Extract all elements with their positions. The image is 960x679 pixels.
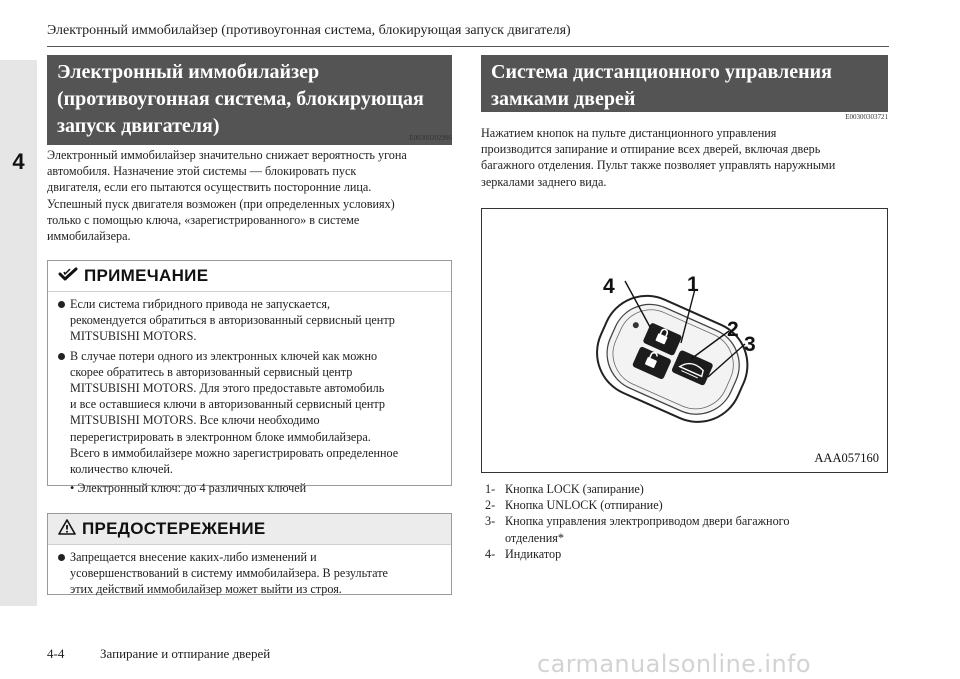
text-line: Успешный пуск двигателя возможен (при определенных условиях) (47, 196, 395, 211)
text-line: Всего в иммобилайзере можно зарегистрировать определенное (70, 445, 399, 460)
legend-text: отделения* (505, 530, 564, 545)
legend-text: Кнопка управления электроприводом двери багажного (505, 514, 790, 529)
text-line: Электронный иммобилайзер значительно снижает вероятность угона (47, 148, 407, 162)
text-line: рекомендуется обратиться в авторизованный сервисный центр (70, 313, 395, 328)
text-line: MITSUBISHI MOTORS. (70, 329, 197, 344)
callout-label: 1 (687, 273, 699, 296)
text-line: усовершенствований в систему иммобилайзера. В результате (70, 566, 388, 581)
figure-code: AAA057160 (814, 451, 879, 465)
immobilizer-section-heading (47, 55, 452, 145)
text-line: зеркалами заднего вида. (481, 174, 607, 189)
warning-header (48, 514, 451, 544)
running-header: Электронный иммобилайзер (противоугонная система, блокирующая запуск двигателя) (47, 23, 571, 38)
heading-line: запуск двигателя) (57, 115, 220, 137)
text-line: только с помощью ключа, «зарегистрированного» в системе (47, 212, 360, 227)
legend-number: 4- (485, 546, 496, 561)
legend-number: 2- (485, 498, 496, 513)
footer-chapter-title: Запирание и отпирание дверей (100, 646, 271, 661)
legend-item (485, 481, 885, 497)
text-line: производится запирание и отпирание всех дверей, включая дверь (481, 142, 821, 157)
legend-item (485, 513, 885, 545)
warning-box (47, 513, 452, 595)
text-line: автомобиля. Назначение этой системы — блокировать пуск (47, 164, 357, 179)
heading-line: (противоугонная система, блокирующая (57, 88, 424, 110)
text-line: скорее обратитесь в авторизованный сервисный центр (70, 364, 353, 379)
chapter-tab: 4 (12, 149, 25, 174)
callout-label: 3 (744, 333, 756, 356)
text-line: и все оставшиеся ключи в авторизованный сервисный центр (70, 397, 385, 412)
text-line: В случае потери одного из электронных ключей как можно (70, 348, 378, 363)
text-line: Запрещается внесение каких-либо изменений и (70, 550, 317, 564)
heading-line: Электронный иммобилайзер (57, 61, 320, 83)
warning-body (48, 544, 451, 605)
page-number: 4-4 (47, 646, 65, 661)
legend-item (485, 497, 885, 513)
text-line: перерегистрировать в электронном блоке иммобилайзера. (70, 429, 371, 444)
legend-number: 1- (485, 482, 496, 496)
note-title: ПРИМЕЧАНИЕ (84, 266, 209, 285)
checkmark-icon (58, 267, 78, 286)
text-line: двигателя, если его пытаются осуществить посторонние лица. (47, 180, 372, 195)
watermark: carmanualsonline.info (537, 650, 811, 678)
text-line: багажного отделения. Пульт также позволяет управлять наружными (481, 158, 836, 173)
section-code: E00300202996 (409, 134, 452, 142)
immobilizer-description (47, 147, 457, 244)
remote-key-figure (481, 208, 888, 473)
note-item (58, 296, 443, 345)
remote-control-section-heading (481, 55, 888, 112)
callout-label: 4 (603, 275, 615, 298)
remote-control-description (481, 125, 891, 190)
note-body (48, 291, 451, 500)
text-line: MITSUBISHI MOTORS. Для этого предоставьте автомобиль (70, 381, 385, 396)
figure-legend (485, 481, 885, 562)
text-line: иммобилайзера. (47, 229, 131, 244)
note-header (48, 261, 451, 291)
legend-text: Кнопка LOCK (запирание) (505, 482, 644, 496)
note-box (47, 260, 452, 496)
text-line: количество ключей. (70, 462, 173, 477)
header-divider (47, 46, 889, 47)
heading-line: замками дверей (491, 88, 636, 110)
warning-title: ПРЕДОСТЕРЕЖЕНИЕ (82, 519, 266, 538)
callout-label: 2 (727, 318, 739, 341)
text-line: Нажатием кнопок на пульте дистанционного управления (481, 126, 777, 140)
warning-item (58, 549, 443, 598)
note-sub-item: • Электронный ключ: до 4 различных ключей (70, 481, 307, 496)
text-line: Если система гибридного привода не запускается, (70, 297, 331, 311)
chapter-side-strip (0, 60, 37, 606)
text-line: MITSUBISHI MOTORS. Все ключи необходимо (70, 413, 320, 428)
remote-key-illustration (482, 209, 886, 471)
section-code: E00300303721 (845, 113, 888, 121)
note-item (58, 348, 443, 478)
legend-item (485, 546, 885, 562)
heading-line: Система дистанционного управления (491, 61, 832, 83)
legend-number: 3- (485, 514, 496, 529)
text-line: этих действий иммобилайзер может выйти из строя. (70, 582, 342, 597)
warning-triangle-icon (58, 519, 76, 540)
legend-text: Индикатор (505, 546, 562, 561)
legend-text: Кнопка UNLOCK (отпирание) (505, 498, 663, 513)
